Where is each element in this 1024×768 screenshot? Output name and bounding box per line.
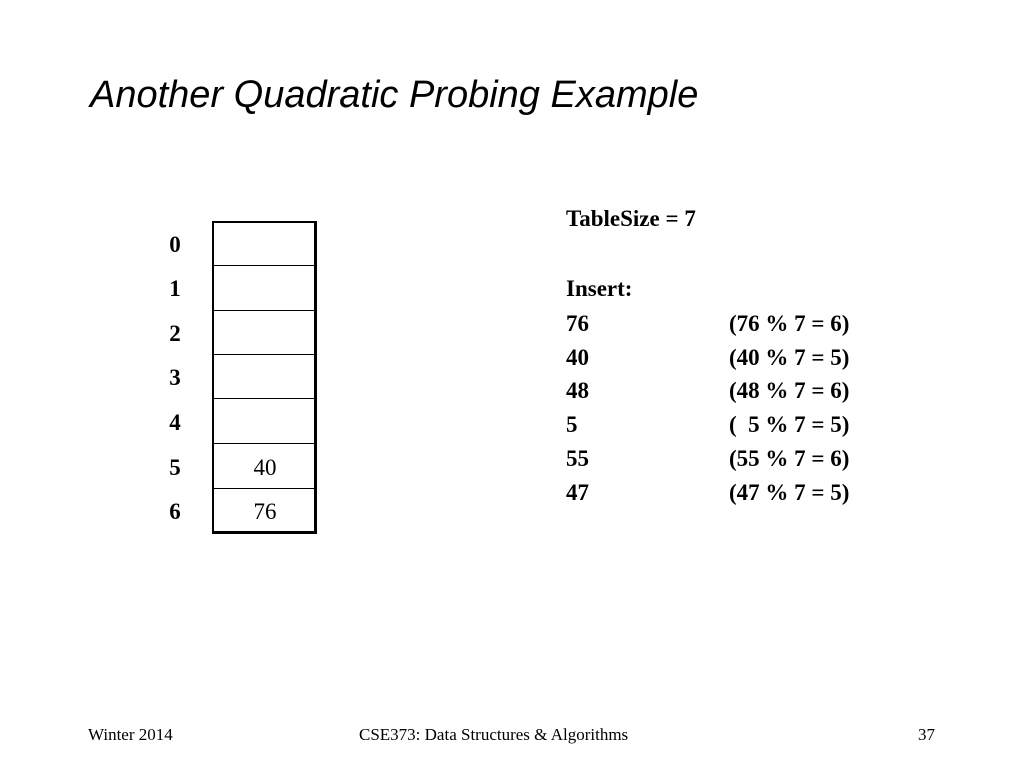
footer-term: Winter 2014	[88, 725, 173, 744]
slot-value	[213, 265, 317, 309]
slot-value: 40	[253, 455, 277, 480]
slot-value	[213, 399, 317, 443]
table-row	[160, 221, 320, 265]
slot-index: 3	[169, 365, 181, 390]
slot-index: 2	[169, 321, 181, 346]
footer-page-number: 37	[918, 725, 935, 744]
table-row	[160, 399, 320, 443]
table-row	[160, 265, 320, 309]
slot-index: 1	[169, 276, 181, 301]
insert-key: 5	[566, 412, 578, 437]
hash-calculation: (76 % 7 = 6)	[729, 311, 850, 336]
table-row	[160, 310, 320, 354]
slot-value	[213, 354, 317, 398]
insert-key: 47	[566, 480, 589, 505]
insert-key: 48	[566, 378, 589, 403]
hash-calculation: (47 % 7 = 5)	[729, 480, 850, 505]
hash-calculation: (55 % 7 = 6)	[729, 446, 850, 471]
hash-calculation: (40 % 7 = 5)	[729, 345, 850, 370]
insert-label: Insert:	[566, 276, 633, 301]
slot-index: 0	[169, 232, 181, 257]
table-row	[160, 488, 320, 532]
insert-key: 55	[566, 446, 589, 471]
table-row	[160, 354, 320, 398]
table-row	[160, 444, 320, 488]
table-size-label: TableSize = 7	[566, 206, 696, 231]
insert-key: 76	[566, 311, 589, 336]
insert-key: 40	[566, 345, 589, 370]
slot-index: 6	[169, 499, 181, 524]
slot-value: 76	[253, 499, 277, 524]
slot-index: 4	[169, 410, 181, 435]
slot-index: 5	[169, 455, 181, 480]
hash-calculation: (48 % 7 = 6)	[729, 378, 850, 403]
slot-value	[213, 221, 317, 265]
hash-calculation: ( 5 % 7 = 5)	[729, 412, 850, 437]
slide-title: Another Quadratic Probing Example	[90, 74, 699, 116]
footer-course: CSE373: Data Structures & Algorithms	[359, 725, 629, 744]
slot-value	[213, 310, 317, 354]
